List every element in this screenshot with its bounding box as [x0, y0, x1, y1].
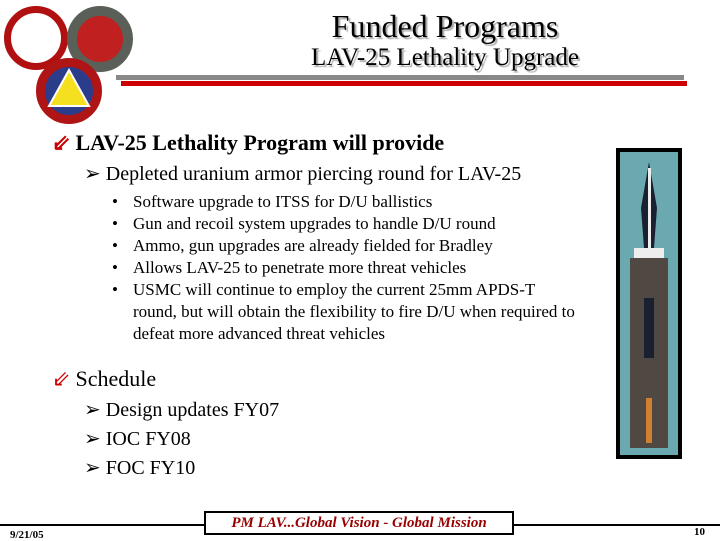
triangle-emblem — [47, 68, 91, 108]
arrowhead-bullet-icon: ➢ — [84, 457, 101, 479]
bullet-list — [112, 191, 582, 345]
item-label: LAV-25 Lethality Program will provide — [75, 130, 445, 155]
bullet-text: USMC will continue to employ the current 25mm APDS-T round, but will obtain the flexibility to fire D/U when required to defeat more advanced threat vehicles — [133, 280, 575, 343]
page-number: 10 — [694, 526, 705, 538]
sub-item-label: IOC FY08 — [105, 428, 191, 450]
sub-item — [84, 161, 521, 186]
bullet-text: Software upgrade to ITSS for D/U ballistics — [133, 192, 433, 211]
sub-item — [84, 426, 191, 451]
footer-motto: PM LAV...Global Vision - Global Mission — [204, 511, 514, 535]
sub-item-label: Design updates FY07 — [105, 399, 280, 421]
bullet-text: Gun and recoil system upgrades to handle D/U round — [133, 214, 496, 233]
arrowhead-bullet-icon: ➢ — [84, 399, 101, 421]
list-item: • Allows LAV-25 to penetrate more threat vehicles — [112, 258, 467, 277]
list-item: • Ammo, gun upgrades are already fielded for Bradley — [112, 236, 493, 255]
arrowhead-bullet-icon: ➢ — [84, 428, 101, 450]
item-label: Schedule — [75, 366, 157, 391]
list-item: • USMC will continue to employ the current 25mm APDS-T round, but will obtain the flexibility to fire D/U when required to defeat more advanced threat vehicles — [112, 279, 582, 345]
arrow-bullet-icon: ⇙ — [52, 366, 71, 391]
sub-item — [84, 455, 195, 480]
list-item: • Software upgrade to ITSS for D/U ballistics — [112, 192, 433, 211]
footer-date: 9/21/05 — [10, 529, 44, 541]
item-lethality — [52, 130, 444, 156]
sub-item-label: FOC FY10 — [105, 457, 196, 479]
title-divider-red — [121, 81, 687, 86]
arrowhead-bullet-icon: ➢ — [84, 163, 101, 185]
bullet-text: Allows LAV-25 to penetrate more threat vehicles — [133, 258, 467, 277]
item-schedule — [52, 366, 156, 392]
bullet-text: Ammo, gun upgrades are already fielded for Bradley — [133, 236, 493, 255]
page-subtitle: LAV-25 Lethality Upgrade — [310, 44, 579, 71]
ammunition-round-image — [616, 148, 682, 459]
title-divider-gray — [116, 75, 684, 80]
list-item: • Gun and recoil system upgrades to handle D/U round — [112, 214, 496, 233]
page-title: Funded Programs — [331, 8, 559, 44]
arrow-bullet-icon: ⇙ — [52, 130, 71, 155]
sub-item-label: Depleted uranium armor piercing round for LAV-25 — [105, 163, 522, 185]
sub-item — [84, 397, 279, 422]
